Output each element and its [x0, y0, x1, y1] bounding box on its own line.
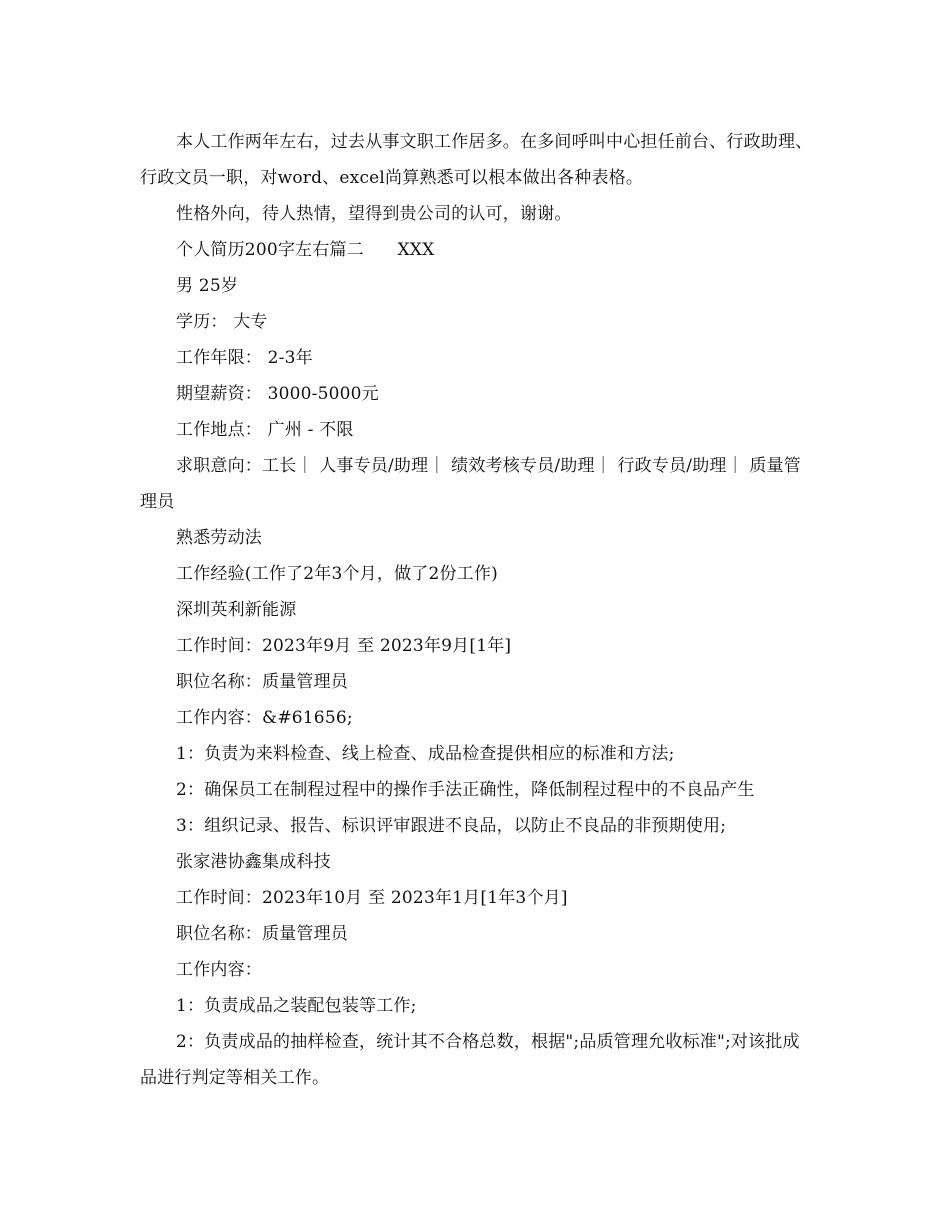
company-1-duty-2: 2：确保员工在制程过程中的操作手法正确性，降低制程过程中的不良品产生 — [176, 780, 755, 800]
job-intention: 求职意向：工长｜ 人事专员/助理｜ 绩效考核专员/助理｜ 行政专员/助理｜ 质量管理员 — [140, 456, 801, 512]
company-2-duty-2: 2：负责成品的抽样检查，统计其不合格总数，根据";品质管理允收标准";对该批成品进行判定等相关工作。 — [140, 1032, 800, 1088]
paragraph-personality: 性格外向，待人热情，望得到贵公司的认可，谢谢。 — [176, 204, 572, 224]
company-2-time: 工作时间：2023年10月 至 2023年1月[1年3个月] — [176, 888, 568, 908]
resume-heading: 个人简历200字左右篇二 XXX — [176, 240, 435, 260]
company-2-position: 职位名称：质量管理员 — [176, 924, 348, 944]
company-2-duty-1: 1：负责成品之装配包装等工作; — [176, 996, 417, 1016]
company-1-position: 职位名称：质量管理员 — [176, 672, 348, 692]
work-location: 工作地点： 广州 - 不限 — [176, 420, 354, 440]
labor-law: 熟悉劳动法 — [176, 528, 262, 548]
company-1-time: 工作时间：2023年9月 至 2023年9月[1年] — [176, 636, 512, 656]
company-2-content-label: 工作内容： — [176, 960, 262, 980]
education: 学历： 大专 — [176, 312, 268, 332]
company-1-content-label: 工作内容：&#61656; — [176, 708, 353, 728]
company-2-name: 张家港协鑫集成科技 — [176, 852, 331, 872]
expected-salary: 期望薪资： 3000-5000元 — [176, 384, 379, 404]
document-body — [140, 124, 816, 1096]
work-experience-heading: 工作经验(工作了2年3个月，做了2份工作) — [176, 564, 498, 584]
gender-age: 男 25岁 — [176, 276, 239, 296]
company-1-duty-3: 3：组织记录、报告、标识评审跟进不良品，以防止不良品的非预期使用; — [176, 816, 727, 836]
company-1-duty-1: 1：负责为来料检查、线上检查、成品检查提供相应的标准和方法; — [176, 744, 675, 764]
paragraph-intro: 本人工作两年左右，过去从事文职工作居多。在多间呼叫中心担任前台、行政助理、行政文员一职，对word、excel尚算熟悉可以根本做出各种表格。 — [140, 132, 813, 188]
work-years: 工作年限： 2-3年 — [176, 348, 313, 368]
company-1-name: 深圳英利新能源 — [176, 600, 297, 620]
